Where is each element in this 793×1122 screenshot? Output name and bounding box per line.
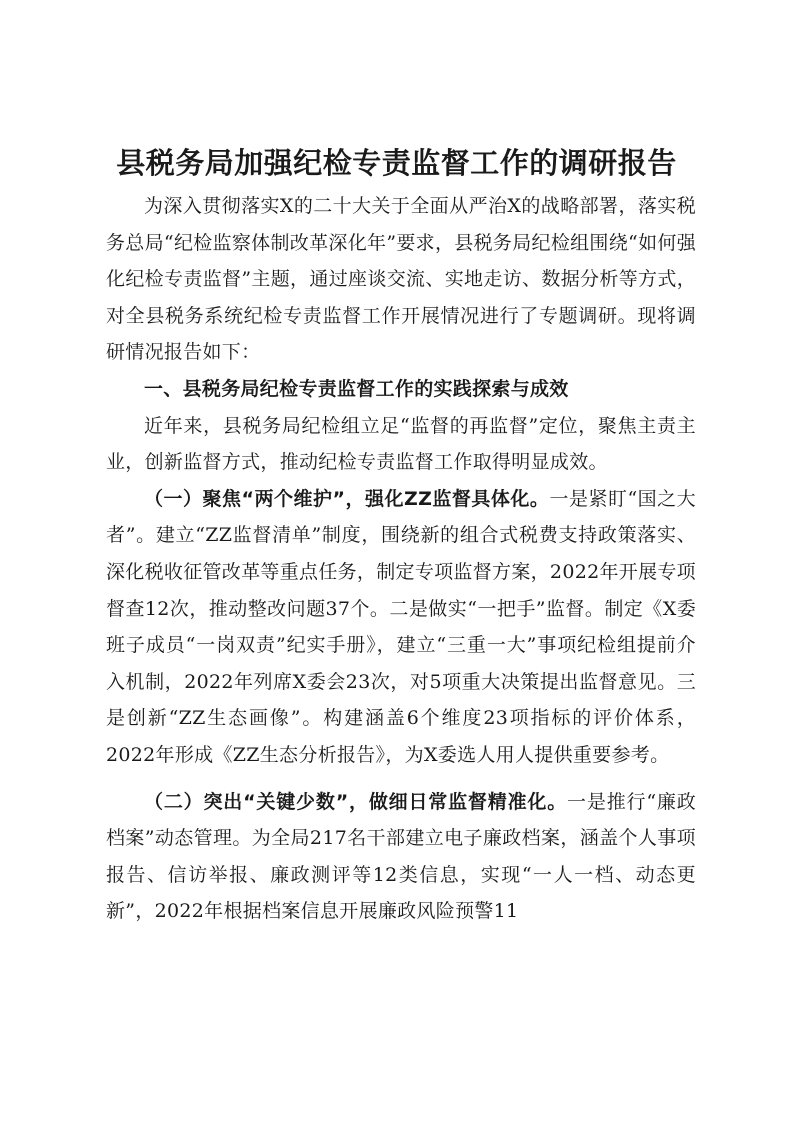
document-body <box>106 188 696 930</box>
subsection-2-heading: （二）突出“关键少数”，做细日常监督精准化。 <box>144 790 568 813</box>
subsection-2-body: 一是推行“廉政档案”动态管理。为全局217名干部建立电子廉政档案，涵盖个人事项报告、信访举报、廉政测评等12类信息，实现“一人一档、动态更新”，2022年根据档案信息开展廉政风险预警11 <box>106 790 696 923</box>
section-1-heading: 一、县税务局纪检专责监督工作的实践探索与成效 <box>144 377 569 400</box>
document-title: 县税务局加强纪检专责监督工作的调研报告 <box>116 146 677 180</box>
section-1-intro-paragraph: 近年来，县税务局纪检组立足“监督的再监督”定位，聚焦主责主业，创新监督方式，推动纪检专责监督工作取得明显成效。 <box>106 414 696 474</box>
subsection-1-paragraph <box>106 481 696 774</box>
subsection-1-heading: （一）聚焦“两个维护”，强化ZZ监督具体化。 <box>144 487 550 510</box>
intro-paragraph: 为深入贯彻落实X的二十大关于全面从严治X的战略部署，落实税务总局“纪检监察体制改革深化年”要求，县税务局纪检组围绕“如何强化纪检专责监督”主题，通过座谈交流、实地走访、数据分析等方式，对全县税务系统纪检专责监督工作开展情况进行了专题调研。现将调研情况报告如下： <box>106 195 696 364</box>
subsection-2-paragraph <box>106 784 696 930</box>
subsection-1-body: 一是紧盯“国之大者”。建立“ZZ监督清单”制度，围绕新的组合式税费支持政策落实、深化税收征管改革等重点任务，制定专项监督方案，2022年开展专项督查12次，推动整改问题37个。二是做实“一把手”监督。制定《X委班子成员“一岗双责”纪实手册》，建立“三重一大”事项纪检组提前介入机制，2022年列席X委会23次，对5项重大决策提出监督意见。三是创新“ZZ生态画像”。构建涵盖6个维度23项指标的评价体系，2022年形成《ZZ生态分析报告》，为X委选人用人提供重要参考。 <box>106 487 696 766</box>
